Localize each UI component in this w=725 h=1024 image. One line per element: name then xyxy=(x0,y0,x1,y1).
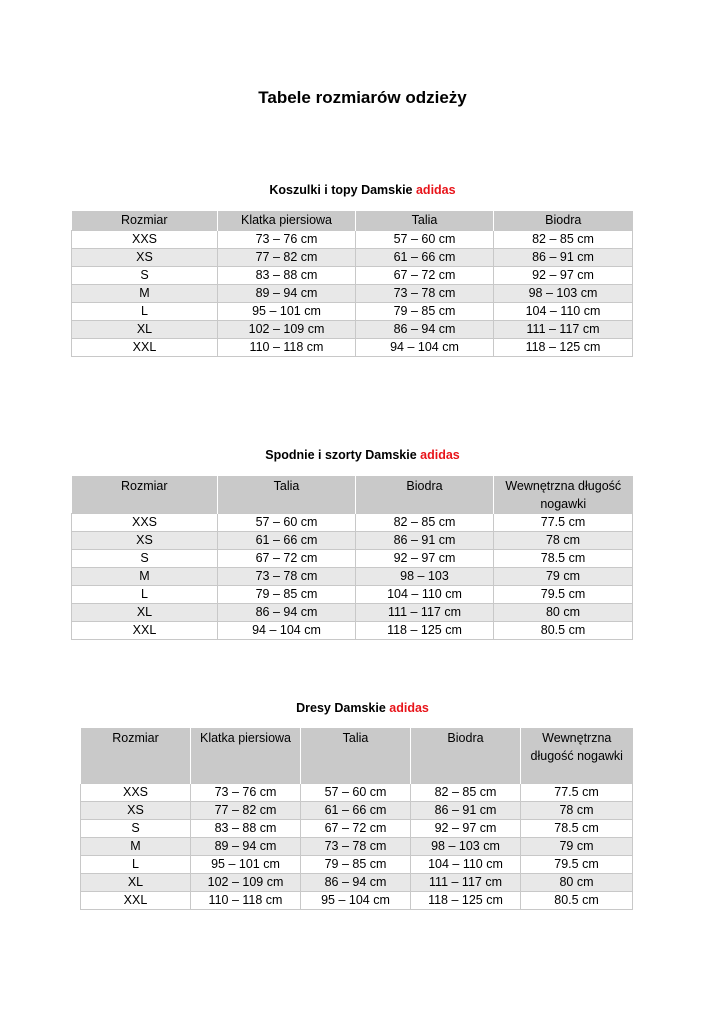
measurement-cell: 57 – 60 cm xyxy=(356,231,494,249)
table-row xyxy=(72,267,633,285)
measurement-cell: 102 – 109 cm xyxy=(218,321,356,339)
measurement-cell: 111 – 117 cm xyxy=(494,321,633,339)
size-label-cell: XXL xyxy=(81,892,191,910)
size-label-cell: S xyxy=(72,267,218,285)
table-row xyxy=(81,874,633,892)
measurement-cell: 118 – 125 cm xyxy=(411,892,521,910)
measurement-cell: 111 – 117 cm xyxy=(356,604,494,622)
measurement-cell: 79.5 cm xyxy=(521,856,633,874)
measurement-cell: 61 – 66 cm xyxy=(356,249,494,267)
measurement-cell: 73 – 76 cm xyxy=(191,784,301,802)
size-table-pants xyxy=(71,476,633,640)
measurement-cell: 80.5 cm xyxy=(494,622,633,640)
measurement-cell: 86 – 94 cm xyxy=(356,321,494,339)
measurement-cell: 80 cm xyxy=(521,874,633,892)
measurement-cell: 111 – 117 cm xyxy=(411,874,521,892)
measurement-cell: 95 – 101 cm xyxy=(218,303,356,321)
measurement-cell: 83 – 88 cm xyxy=(218,267,356,285)
size-label-cell: XXL xyxy=(72,339,218,357)
measurement-cell: 89 – 94 cm xyxy=(191,838,301,856)
column-header: Rozmiar xyxy=(72,476,218,514)
table-row xyxy=(72,249,633,267)
table-row xyxy=(72,586,633,604)
measurement-cell: 78.5 cm xyxy=(521,820,633,838)
size-table-tracksuits xyxy=(80,728,633,910)
size-label-cell: XS xyxy=(72,249,218,267)
measurement-cell: 104 – 110 cm xyxy=(494,303,633,321)
measurement-cell: 77 – 82 cm xyxy=(218,249,356,267)
table-row xyxy=(81,784,633,802)
measurement-cell: 118 – 125 cm xyxy=(356,622,494,640)
measurement-cell: 79 cm xyxy=(494,568,633,586)
size-label-cell: M xyxy=(72,568,218,586)
size-label-cell: L xyxy=(81,856,191,874)
column-header: Klatka piersiowa xyxy=(218,211,356,231)
table-row xyxy=(72,321,633,339)
table-row xyxy=(72,532,633,550)
measurement-cell: 80.5 cm xyxy=(521,892,633,910)
size-label-cell: M xyxy=(72,285,218,303)
measurement-cell: 67 – 72 cm xyxy=(301,820,411,838)
measurement-cell: 102 – 109 cm xyxy=(191,874,301,892)
table-row xyxy=(72,550,633,568)
size-label-cell: XXS xyxy=(72,514,218,532)
measurement-cell: 61 – 66 cm xyxy=(218,532,356,550)
size-label-cell: XS xyxy=(81,802,191,820)
table-row xyxy=(72,303,633,321)
measurement-cell: 94 – 104 cm xyxy=(356,339,494,357)
measurement-cell: 79 cm xyxy=(521,838,633,856)
size-label-cell: XXS xyxy=(72,231,218,249)
measurement-cell: 73 – 78 cm xyxy=(356,285,494,303)
column-header: Talia xyxy=(218,476,356,514)
measurement-cell: 79 – 85 cm xyxy=(218,586,356,604)
table-row xyxy=(81,838,633,856)
column-header: Wewnętrzna długość nogawki xyxy=(521,728,633,784)
section-title-text: Dresy Damskie xyxy=(296,701,386,715)
measurement-cell: 82 – 85 cm xyxy=(356,514,494,532)
size-label-cell: XL xyxy=(81,874,191,892)
section-title-tops xyxy=(0,183,725,197)
brand-name: adidas xyxy=(415,183,456,197)
measurement-cell: 98 – 103 cm xyxy=(411,838,521,856)
table-row xyxy=(72,514,633,532)
table-row xyxy=(72,339,633,357)
size-label-cell: XXS xyxy=(81,784,191,802)
measurement-cell: 95 – 101 cm xyxy=(191,856,301,874)
measurement-cell: 92 – 97 cm xyxy=(494,267,633,285)
measurement-cell: 104 – 110 cm xyxy=(356,586,494,604)
measurement-cell: 78 cm xyxy=(521,802,633,820)
measurement-cell: 73 – 78 cm xyxy=(218,568,356,586)
section-title-tracksuits xyxy=(0,701,725,715)
measurement-cell: 67 – 72 cm xyxy=(356,267,494,285)
brand-name: adidas xyxy=(389,701,429,715)
measurement-cell: 78.5 cm xyxy=(494,550,633,568)
section-title-text: Koszulki i topy Damskie xyxy=(269,183,413,197)
measurement-cell: 110 – 118 cm xyxy=(218,339,356,357)
brand-name: adidas xyxy=(420,448,460,462)
measurement-cell: 82 – 85 cm xyxy=(494,231,633,249)
column-header: Biodra xyxy=(494,211,633,231)
table-row xyxy=(81,802,633,820)
size-label-cell: S xyxy=(72,550,218,568)
table-header-row xyxy=(72,476,633,514)
size-label-cell: L xyxy=(72,586,218,604)
column-header: Rozmiar xyxy=(72,211,218,231)
table-row xyxy=(72,568,633,586)
section-title-pants xyxy=(0,448,725,462)
measurement-cell: 92 – 97 cm xyxy=(411,820,521,838)
size-label-cell: XXL xyxy=(72,622,218,640)
column-header: Rozmiar xyxy=(81,728,191,784)
measurement-cell: 77.5 cm xyxy=(494,514,633,532)
measurement-cell: 118 – 125 cm xyxy=(494,339,633,357)
measurement-cell: 110 – 118 cm xyxy=(191,892,301,910)
measurement-cell: 89 – 94 cm xyxy=(218,285,356,303)
column-header: Talia xyxy=(301,728,411,784)
table-header-row xyxy=(72,211,633,231)
measurement-cell: 77.5 cm xyxy=(521,784,633,802)
measurement-cell: 61 – 66 cm xyxy=(301,802,411,820)
measurement-cell: 95 – 104 cm xyxy=(301,892,411,910)
column-header: Klatka piersiowa xyxy=(191,728,301,784)
measurement-cell: 78 cm xyxy=(494,532,633,550)
table-header-row xyxy=(81,728,633,784)
measurement-cell: 86 – 91 cm xyxy=(411,802,521,820)
table-row xyxy=(81,820,633,838)
measurement-cell: 86 – 91 cm xyxy=(494,249,633,267)
measurement-cell: 86 – 91 cm xyxy=(356,532,494,550)
column-header: Biodra xyxy=(411,728,521,784)
measurement-cell: 86 – 94 cm xyxy=(218,604,356,622)
measurement-cell: 98 – 103 cm xyxy=(494,285,633,303)
measurement-cell: 77 – 82 cm xyxy=(191,802,301,820)
measurement-cell: 104 – 110 cm xyxy=(411,856,521,874)
measurement-cell: 79 – 85 cm xyxy=(356,303,494,321)
measurement-cell: 73 – 76 cm xyxy=(218,231,356,249)
table-row xyxy=(81,892,633,910)
table-row xyxy=(72,622,633,640)
measurement-cell: 73 – 78 cm xyxy=(301,838,411,856)
measurement-cell: 86 – 94 cm xyxy=(301,874,411,892)
size-label-cell: L xyxy=(72,303,218,321)
measurement-cell: 83 – 88 cm xyxy=(191,820,301,838)
size-label-cell: XS xyxy=(72,532,218,550)
measurement-cell: 67 – 72 cm xyxy=(218,550,356,568)
size-label-cell: S xyxy=(81,820,191,838)
measurement-cell: 92 – 97 cm xyxy=(356,550,494,568)
column-header: Biodra xyxy=(356,476,494,514)
page-title: Tabele rozmiarów odzieży xyxy=(258,88,467,107)
size-table-tops xyxy=(71,211,633,357)
table-row xyxy=(72,231,633,249)
measurement-cell: 94 – 104 cm xyxy=(218,622,356,640)
column-header: Wewnętrzna długość nogawki xyxy=(494,476,633,514)
measurement-cell: 57 – 60 cm xyxy=(301,784,411,802)
measurement-cell: 79.5 cm xyxy=(494,586,633,604)
table-row xyxy=(72,285,633,303)
table-row xyxy=(81,856,633,874)
measurement-cell: 79 – 85 cm xyxy=(301,856,411,874)
measurement-cell: 98 – 103 xyxy=(356,568,494,586)
measurement-cell: 57 – 60 cm xyxy=(218,514,356,532)
column-header: Talia xyxy=(356,211,494,231)
size-label-cell: XL xyxy=(72,321,218,339)
size-label-cell: M xyxy=(81,838,191,856)
measurement-cell: 82 – 85 cm xyxy=(411,784,521,802)
section-title-text: Spodnie i szorty Damskie xyxy=(265,448,417,462)
table-row xyxy=(72,604,633,622)
size-label-cell: XL xyxy=(72,604,218,622)
measurement-cell: 80 cm xyxy=(494,604,633,622)
